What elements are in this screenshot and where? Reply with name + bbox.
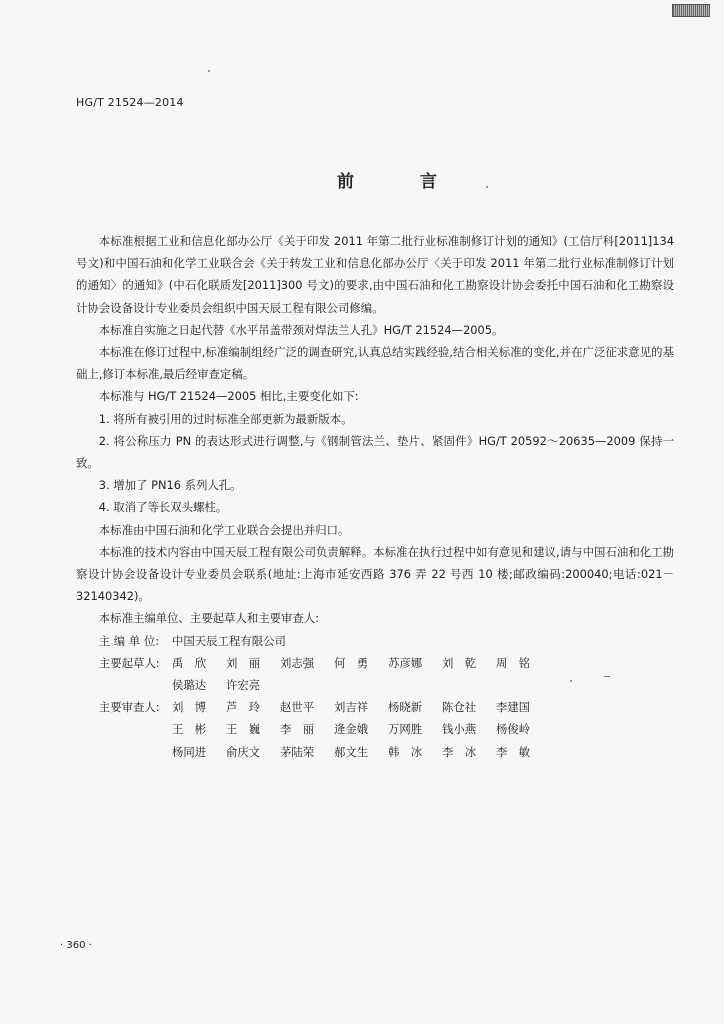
paragraph-proposer: 本标准由中国石油和化学工业联合会提出并归口。 xyxy=(98,522,350,537)
reviewer-name: 钱小燕 xyxy=(442,722,477,737)
reviewer-name: 芦 玲 xyxy=(226,700,261,715)
reviewer-name: 刘 博 xyxy=(172,700,207,715)
drafters-row-1 xyxy=(76,652,674,674)
drafter-name: 周 铭 xyxy=(496,655,531,670)
drafter-name: 苏彦娜 xyxy=(388,655,423,670)
drafters-label: 主要起草人: xyxy=(98,655,160,670)
scan-speck xyxy=(570,680,572,682)
reviewers-row-1 xyxy=(76,696,674,718)
standard-code-header: HG/T 21524—2014 xyxy=(76,96,184,109)
reviewers-label: 主要审查人: xyxy=(98,700,160,715)
scan-speck xyxy=(486,186,488,188)
barcode-stamp xyxy=(672,4,710,17)
reviewer-name: 逄金娥 xyxy=(334,722,369,737)
page-title: 前 言 xyxy=(337,172,467,192)
drafter-name: 许宏亮 xyxy=(226,678,261,693)
change-item-3: 3. 增加了 PN16 系列人孔。 xyxy=(98,478,242,493)
drafter-name: 刘志强 xyxy=(280,655,315,670)
drafter-name: 侯璐达 xyxy=(172,678,207,693)
reviewer-name: 杨同进 xyxy=(172,744,207,759)
chief-unit-row xyxy=(76,630,674,652)
paragraph-basis: 本标准根据工业和信息化部办公厅《关于印发 2011 年第二批行业标准制修订计划的通知》(工信厅科[2011]134 号文)和中国石油和化学工业联合会《关于转发工业和信息化部办公厅〈关于印发 2011 年第二批行业标准制修订计划的通知〉的通知》(中石化联质发[2011]300 号文)的要求,由中国石油和化工勘察设计协会委托中国石油和化工勘察设计协会设备设计专业委员会组织中国天辰工程有限公司修编。 xyxy=(76,234,674,315)
paragraph-interpretation-contact: 本标准的技术内容由中国天辰工程有限公司负责解释。本标准在执行过程中如有意见和建议,请与中国石油和化工勘察设计协会设备设计专业委员会联系(地址:上海市延安西路 376 弄 22 号西 10 楼;邮政编码:200040;电话:021－32140342)。 xyxy=(76,544,674,604)
reviewer-name: 王 巍 xyxy=(226,722,261,737)
reviewers-row-2 xyxy=(76,718,674,740)
reviewer-name: 韩 冰 xyxy=(388,744,423,759)
reviewer-name: 李 冰 xyxy=(442,744,477,759)
paragraph-revision-process: 本标准在修订过程中,标准编制组经广泛的调查研究,认真总结实践经验,结合相关标准的变化,并在广泛征求意见的基础上,修订本标准,最后经审查定稿。 xyxy=(76,345,674,382)
scan-speck xyxy=(604,676,610,677)
reviewers-row-3 xyxy=(76,741,674,763)
chief-unit-value: 中国天辰工程有限公司 xyxy=(172,633,286,648)
reviewer-name: 赵世平 xyxy=(280,700,315,715)
paragraph-replacement: 本标准自实施之日起代替《水平吊盖带颈对焊法兰人孔》HG/T 21524—2005。 xyxy=(98,322,504,337)
reviewer-name: 李 丽 xyxy=(280,722,315,737)
drafter-name: 刘 乾 xyxy=(442,655,477,670)
reviewer-name: 郝文生 xyxy=(334,744,369,759)
chief-unit-label: 主 编 单 位: xyxy=(98,633,160,648)
reviewer-name: 茅陆荣 xyxy=(280,744,315,759)
reviewer-name: 俞庆文 xyxy=(226,744,261,759)
reviewer-name: 万网胜 xyxy=(388,722,423,737)
reviewer-name: 杨俊岭 xyxy=(496,722,531,737)
drafters-row-2 xyxy=(76,674,674,696)
reviewer-name: 刘吉祥 xyxy=(334,700,369,715)
paragraph-personnel-intro: 本标准主编单位、主要起草人和主要审查人: xyxy=(98,611,320,626)
reviewer-name: 杨晓新 xyxy=(388,700,423,715)
drafter-name: 刘 丽 xyxy=(226,655,261,670)
personnel-list xyxy=(76,630,674,763)
page-number: · 360 · xyxy=(60,940,92,951)
drafter-name: 何 勇 xyxy=(334,655,369,670)
reviewer-name: 李建国 xyxy=(496,700,531,715)
change-item-2: 2. 将公称压力 PN 的表达形式进行调整,与《钢制管法兰、垫片、紧固件》HG/T 20592～20635—2009 保持一致。 xyxy=(76,433,674,471)
change-item-4: 4. 取消了等长双头螺柱。 xyxy=(98,500,228,515)
reviewer-name: 王 彬 xyxy=(172,722,207,737)
reviewer-name: 陈仓社 xyxy=(442,700,477,715)
reviewer-name: 李 敏 xyxy=(496,744,531,759)
foreword-body xyxy=(76,230,674,763)
change-item-1: 1. 将所有被引用的过时标准全部更新为最新版本。 xyxy=(98,411,353,426)
scan-speck xyxy=(208,70,210,72)
paragraph-changes-intro: 本标准与 HG/T 21524—2005 相比,主要变化如下: xyxy=(98,389,359,404)
drafter-name: 禹 欣 xyxy=(172,655,207,670)
